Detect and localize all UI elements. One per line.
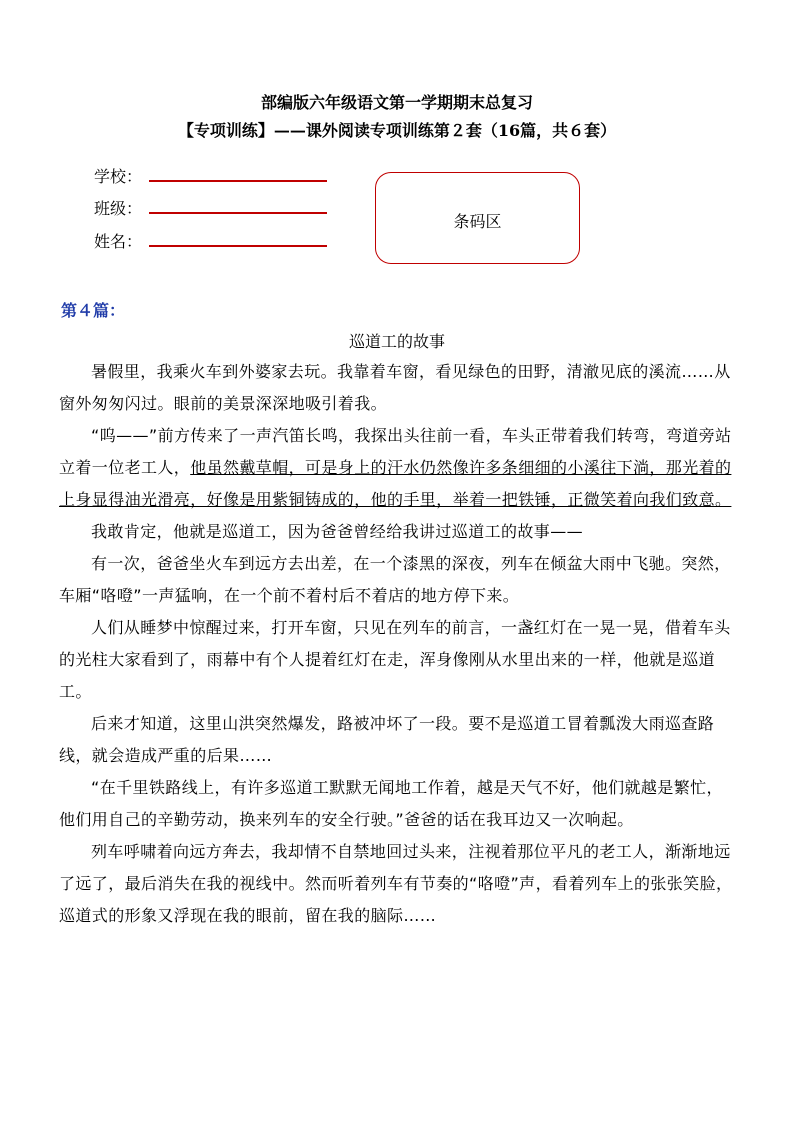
paragraph-2-text: “呜——”前方传来了一声汽笛长鸣，我探出头往前一看，车头正带着我们转弯，弯道旁站立着一位老工人， — [59, 426, 732, 477]
story-body — [59, 356, 739, 932]
underlined-sentence: 他虽然戴草帽，可是身上的汗水仍然像许多条细细的小溪往下淌，那光着的上身显得油光滑亮，好像是用紫铜铸成的，他的手里，举着一把铁锤，正微笑着向我们致意。 — [59, 458, 732, 509]
school-blank-line[interactable] — [149, 180, 327, 182]
school-label: 学校： — [94, 167, 143, 186]
class-label: 班级： — [94, 199, 143, 218]
page-subtitle: 【专项训练】——课外阅读专项训练第２套（16篇，共６套） — [177, 121, 617, 140]
paragraph-5: 人们从睡梦中惊醒过来，打开车窗，只见在列车的前言，一盏红灯在一晃一晃，借着车头的光柱大家看到了，雨幕中有个人提着红灯在走，浑身像刚从水里出来的一样，他就是巡道工。 — [59, 618, 731, 701]
paragraph-8: 列车呼啸着向远方奔去，我却情不自禁地回过头来，注视着那位平凡的老工人，渐渐地远了远了，最后消失在我的视线中。然而听着列车有节奏的“咯噔”声，看着列车上的张张笑脸，巡道式的形象又浮现在我的眼前，留在我的脑际…… — [59, 842, 733, 925]
name-label: 姓名： — [94, 232, 143, 251]
barcode-area — [375, 172, 580, 264]
paragraph-6: 后来才知道，这里山洪突然爆发，路被冲坏了一段。要不是巡道工冒着瓢泼大雨巡查路线，就会造成严重的后果…… — [59, 714, 715, 765]
paragraph-2 — [59, 420, 739, 516]
paragraph-7: “在千里铁路线上，有许多巡道工默默无闻地工作着，越是天气不好，他们就越是繁忙，他们用自己的辛勤劳动，换来列车的安全行驶。”爸爸的话在我耳边又一次响起。 — [59, 778, 723, 829]
class-blank-line[interactable] — [149, 212, 327, 214]
name-blank-line[interactable] — [149, 245, 327, 247]
barcode-label: 条码区 — [453, 212, 502, 231]
paragraph-4: 有一次，爸爸坐火车到远方去出差，在一个漆黑的深夜，列车在倾盆大雨中飞驰。突然，车厢“咯噔”一声猛响，在一个前不着村后不着店的地方停下来。 — [59, 554, 731, 605]
section-heading: 第４篇： — [61, 301, 126, 320]
paragraph-1: 暑假里，我乘火车到外婆家去玩。我靠着车窗，看见绿色的田野，清澈见底的溪流……从窗外匆匆闪过。眼前的美景深深地吸引着我。 — [59, 362, 731, 413]
paragraph-3: 我敢肯定，他就是巡道工，因为爸爸曾经给我讲过巡道工的故事—— — [91, 522, 584, 541]
page-title: 部编版六年级语文第一学期期末总复习 — [260, 93, 533, 112]
story-title: 巡道工的故事 — [348, 332, 445, 351]
